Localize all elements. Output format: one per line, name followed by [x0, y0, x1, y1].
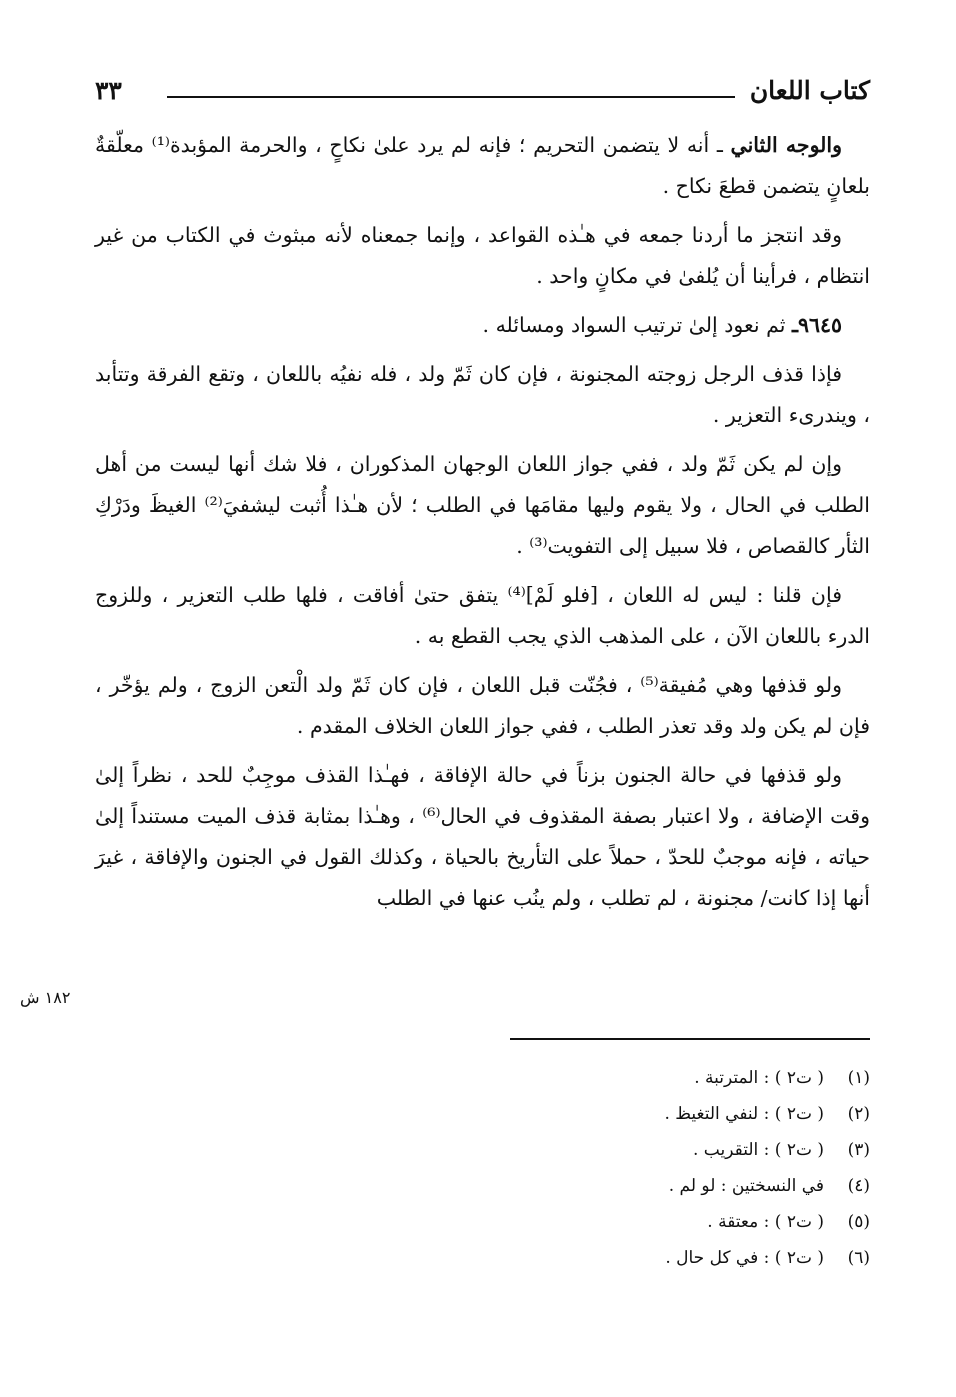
- footnote-text: ( ت٢ ) : المترتبة .: [694, 1068, 824, 1088]
- footnote-text: ( ت٢ ) : لنفي التغيظ .: [664, 1104, 824, 1124]
- paragraph-number: ٩٦٤٥ـ: [791, 313, 842, 337]
- paragraph: [95, 305, 870, 346]
- margin-folio-note: ١٨٢ ش: [20, 988, 71, 1007]
- footnote-number: (٤): [847, 1176, 870, 1196]
- footnote: [510, 1060, 870, 1096]
- page-number: ٣٣: [95, 76, 122, 105]
- chapter-title: كتاب اللعان: [749, 76, 870, 105]
- paragraph-lead: والوجه الثاني: [730, 133, 842, 157]
- page-header: [95, 72, 870, 112]
- paragraph-text: وإن لم يكن ثَمّ ولد ، ففي جواز اللعان الوجهان المذكوران ، فلا شك أنها ليست من أهل الطلب في الحال ، ولا يقوم وليها مقامَها في الطلب ؛ لأن هـٰذا أُثبت ليشفيَ⁽²⁾ الغيظَ ودَرْكِ الثأر كالقصاص ، فلا سبيل إلى التفويت⁽³⁾ .: [95, 452, 870, 558]
- paragraph: [95, 444, 870, 567]
- main-text: [95, 125, 870, 927]
- footnotes: [510, 1060, 870, 1276]
- footnote: [510, 1168, 870, 1204]
- footnote: [510, 1240, 870, 1276]
- paragraph: [95, 665, 870, 747]
- footnote-text: في النسختين : لو لم .: [668, 1176, 824, 1196]
- footnote-number: (١): [847, 1068, 870, 1088]
- paragraph-text: فإذا قذف الرجل زوجته المجنونة ، فإن كان ثَمّ ولد ، فله نفيُه باللعان ، وتقع الفرقة وتتأبد ، ويندرىء التعزير .: [95, 362, 870, 427]
- paragraph-text: ولو قذفها وهي مُفيقة⁽⁵⁾ ، فجُنّت قبل اللعان ، فإن كان ثَمّ ولد الْتعن الزوج ، ولم يؤخّر ، فإن لم يكن ولد وقد تعذر الطلب ، ففي جواز اللعان الخلاف المقدم .: [95, 673, 870, 738]
- paragraph-text: فإن قلنا : ليس له اللعان ، [فلو لَمْ]⁽⁴⁾ يتفق حتىٰ أفاقت ، فلها طلب التعزير ، وللزوج الدرء باللعان الآن ، على المذهب الذي يجب القطع به .: [95, 583, 870, 648]
- footnote-number: (٣): [847, 1140, 870, 1160]
- paragraph-text: ـ أنه لا يتضمن التحريم ؛ فإنه لم يرد علىٰ نكاحٍ ، والحرمة المؤبدة⁽¹⁾ معلّقةٌ بلعانٍ يتضمن قطعَ نكاح .: [95, 133, 870, 198]
- footnote: [510, 1132, 870, 1168]
- footnote-text: ( ت٢ ) : معتقة .: [707, 1212, 824, 1232]
- paragraph: [95, 575, 870, 657]
- footnote-text: ( ت٢ ) : التقريب .: [692, 1140, 824, 1160]
- paragraph-text: ثم نعود إلىٰ ترتيب السواد ومسائله .: [482, 313, 792, 337]
- paragraph: [95, 215, 870, 297]
- paragraph-text: ولو قذفها في حالة الجنون بزناً في حالة الإفاقة ، فهـٰذا القذف موجِبٌ للحد ، نظراً إلىٰ وقت الإضافة ، ولا اعتبار بصفة المقذوف في الحال⁽⁶⁾ ، وهـٰذا بمثابة قذف الميت مستنداً إلىٰ حياته ، فإنه موجبٌ للحدّ ، حملاً على التأريخ بالحياة ، وكذلك القول في الجنون والإفاقة ، غيرَ أنها إذا كانت/ مجنونة ، لم تطلب ، ولم ينُب عنها في الطلب: [95, 763, 870, 910]
- footnote-number: (٥): [847, 1212, 870, 1232]
- footnote-number: (٦): [847, 1248, 870, 1268]
- footnote-number: (٢): [847, 1104, 870, 1124]
- footnote-text: ( ت٢ ) : في كل حال .: [665, 1248, 824, 1268]
- footnote-rule: [510, 1038, 870, 1040]
- header-rule: [167, 96, 735, 98]
- paragraph: [95, 125, 870, 207]
- footnote: [510, 1096, 870, 1132]
- paragraph-text: وقد انتجز ما أردنا جمعه في هـٰذه القواعد ، وإنما جمعناه لأنه مبثوث في الكتاب من غير انتظام ، فرأينا أن يُلفىٰ في مكانٍ واحد .: [95, 223, 870, 288]
- footnote: [510, 1204, 870, 1240]
- paragraph: [95, 755, 870, 919]
- paragraph: [95, 354, 870, 436]
